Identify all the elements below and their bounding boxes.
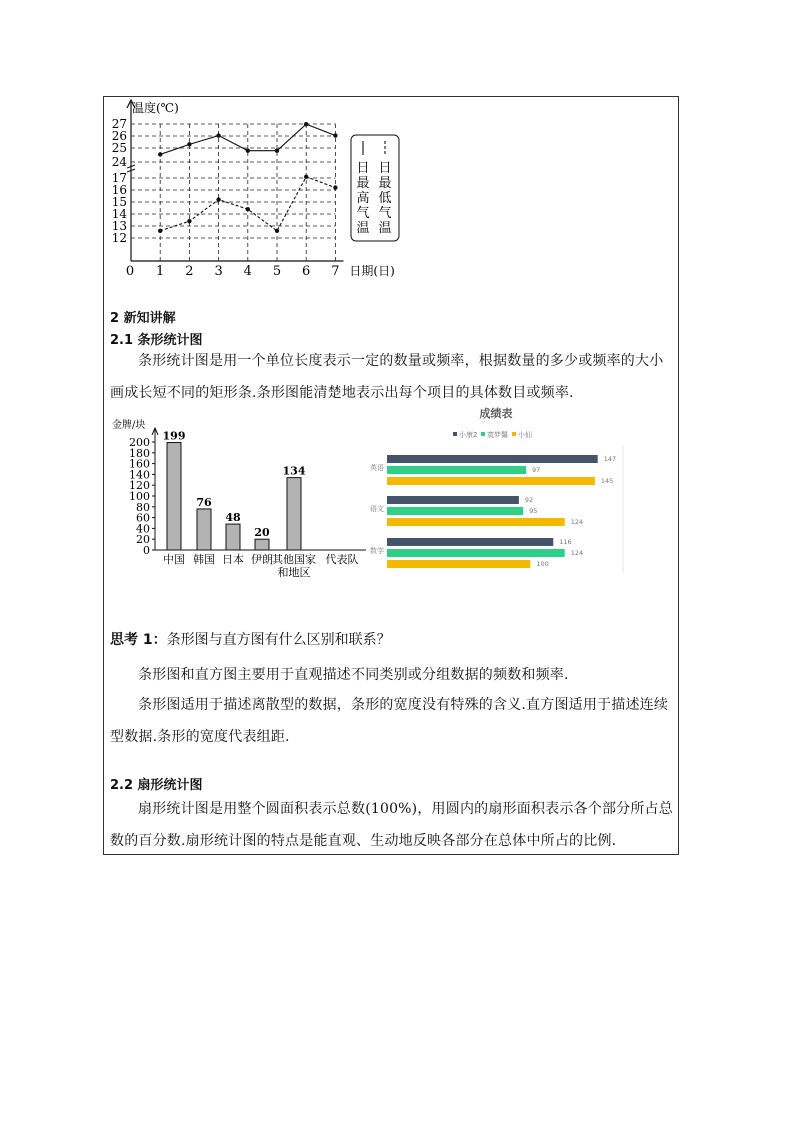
legend-label: 小康2 — [459, 431, 478, 439]
data-point — [275, 148, 279, 152]
gold-medal-bar-chart — [108, 415, 370, 581]
y-tick-label: 25 — [111, 141, 127, 155]
legend-label-char: 温 — [378, 221, 392, 236]
y-tick-label: 180 — [129, 446, 150, 460]
section-heading-2-2: 2.2 扇形统计图 — [110, 778, 203, 793]
bar-value-label: 95 — [529, 507, 538, 515]
y-tick-label: 160 — [129, 457, 150, 471]
bar-value-label: 48 — [225, 511, 241, 525]
legend-label-char: 日 — [378, 161, 392, 176]
score-horizontal-bar-chart — [360, 405, 628, 581]
legend-label-char: 低 — [378, 191, 392, 206]
legend-label-char: 温 — [356, 221, 370, 236]
bar — [287, 478, 301, 550]
bar-value-label: 76 — [196, 495, 212, 509]
y-tick-label: 13 — [111, 219, 127, 233]
y-tick-label: 0 — [143, 544, 150, 557]
y-tick-label: 140 — [129, 468, 150, 482]
bar — [387, 496, 519, 504]
section-heading-2: 2 新知讲解 — [110, 311, 176, 326]
legend-label-char: 气 — [356, 206, 370, 221]
y-axis-label: 温度(℃) — [132, 101, 179, 115]
data-point — [304, 122, 308, 126]
content-table-cell — [103, 96, 679, 855]
data-point — [187, 219, 191, 223]
x-tick-label: 5 — [272, 264, 282, 279]
data-point — [216, 197, 220, 201]
y-tick-label: 200 — [129, 436, 150, 449]
y-tick-label: 60 — [136, 511, 150, 525]
bar — [167, 443, 181, 550]
bar — [387, 477, 595, 485]
bar-value-label: 134 — [282, 464, 306, 478]
data-point — [246, 148, 250, 152]
y-axis-label: 金牌/块 — [112, 420, 146, 431]
paragraph-bar-chart-definition: 条形统计图是用一个单位长度表示一定的数量或频率，根据数量的多少或频率的大小画成长短不同的矩形条.条形图能清楚地表示出每个项目的具体数目或频率. — [110, 353, 664, 401]
x-tick-label: 其他国家 — [272, 553, 316, 566]
data-point — [333, 133, 337, 137]
think-question-text: 条形图与直方图有什么区别和联系？ — [166, 632, 391, 648]
x-tick-label: 2 — [185, 264, 194, 279]
x-tick-sublabel: 和地区 — [277, 566, 311, 579]
y-tick-label: 40 — [136, 522, 150, 536]
y-tick-label: 27 — [111, 117, 127, 131]
bar — [387, 466, 526, 474]
legend-label-char: 气 — [378, 206, 392, 221]
data-point — [333, 185, 337, 189]
bar-value-label: 145 — [600, 477, 614, 485]
y-tick-label: 16 — [111, 183, 127, 197]
data-point — [187, 142, 191, 146]
legend-swatch — [481, 432, 485, 436]
legend-swatch — [512, 432, 516, 436]
legend-label: 小仙 — [518, 431, 532, 439]
y-tick-label: 15 — [111, 195, 127, 209]
y-tick-label: 17 — [111, 171, 127, 185]
x-tick-label: 7 — [331, 264, 340, 279]
paragraph-pie-chart-definition: 扇形统计图是用整个圆面积表示总数(100%)，用圆内的扇形面积表示各个部分所占总数的百分数.扇形统计图的特点是能直观、生动地反映各部分在总体中所占的比例. — [110, 801, 673, 849]
think-label: 思考 1： — [110, 632, 167, 648]
data-point — [158, 152, 162, 156]
paragraph-answer-2: 条形图适用于描述离散型的数据，条形的宽度没有特殊的含义.直方图适用于描述连续型数据.条形的宽度代表组距. — [110, 697, 669, 745]
x-axis-label: 日期(日) — [349, 264, 395, 278]
legend-label-char: 高 — [356, 191, 370, 206]
legend-label-char: 日 — [356, 161, 370, 176]
bar — [387, 538, 553, 546]
category-label: 数学 — [370, 547, 384, 555]
chart-title: 成绩表 — [479, 407, 513, 420]
bar — [255, 539, 269, 550]
paragraph-answer-1: 条形图和直方图主要用于直观描述不同类别或分组数据的频数和频率. — [138, 667, 569, 683]
legend-label-char: 最 — [356, 176, 370, 191]
data-point — [246, 207, 250, 211]
x-tick-label: 伊朗 — [251, 553, 273, 566]
bar-value-label: 92 — [524, 496, 534, 504]
x-tick-label: 3 — [214, 264, 223, 279]
x-tick-label: 1 — [156, 264, 165, 279]
think-question — [110, 629, 391, 649]
y-tick-label: 14 — [111, 207, 127, 221]
data-point — [158, 229, 162, 233]
section-heading-2-1: 2.1 条形统计图 — [110, 333, 203, 348]
data-point — [275, 229, 279, 233]
bar-value-label: 124 — [570, 518, 584, 526]
bar — [387, 455, 598, 463]
bar — [226, 524, 240, 550]
y-tick-label: 100 — [129, 490, 150, 503]
legend-label-char: 最 — [378, 176, 392, 191]
y-tick-label: 12 — [111, 231, 127, 245]
x-tick-label: 代表队 — [325, 553, 359, 566]
x-tick-label: 6 — [302, 264, 311, 279]
legend-swatch — [453, 432, 457, 436]
bar-value-label: 199 — [162, 429, 186, 443]
x-tick-label: 日本 — [222, 553, 244, 566]
bar-value-label: 116 — [559, 538, 572, 546]
y-tick-label: 26 — [111, 129, 127, 143]
temperature-line-chart — [108, 97, 428, 283]
bar-value-label: 97 — [532, 466, 541, 474]
bar-value-label: 124 — [570, 549, 584, 557]
bar — [197, 509, 211, 550]
data-point — [216, 133, 220, 137]
bar — [387, 560, 530, 568]
x-tick-label: 韩国 — [193, 553, 215, 566]
y-tick-label: 80 — [136, 500, 150, 514]
x-tick-label: 4 — [243, 264, 252, 279]
x-tick-label: 中国 — [163, 553, 185, 566]
bar-value-label: 100 — [536, 560, 549, 568]
y-tick-label: 24 — [111, 155, 127, 169]
bar — [387, 549, 565, 557]
bar — [387, 507, 523, 515]
bar-value-label: 147 — [603, 455, 617, 463]
y-tick-label: 20 — [136, 533, 150, 547]
x-tick-label: 0 — [125, 264, 135, 279]
category-label: 语文 — [370, 505, 384, 513]
category-label: 英语 — [370, 464, 384, 472]
bar-value-label: 20 — [254, 526, 270, 540]
y-tick-label: 120 — [129, 479, 150, 493]
data-point — [304, 175, 308, 179]
legend-label: 寞梦馨 — [487, 431, 508, 439]
bar — [387, 518, 565, 526]
